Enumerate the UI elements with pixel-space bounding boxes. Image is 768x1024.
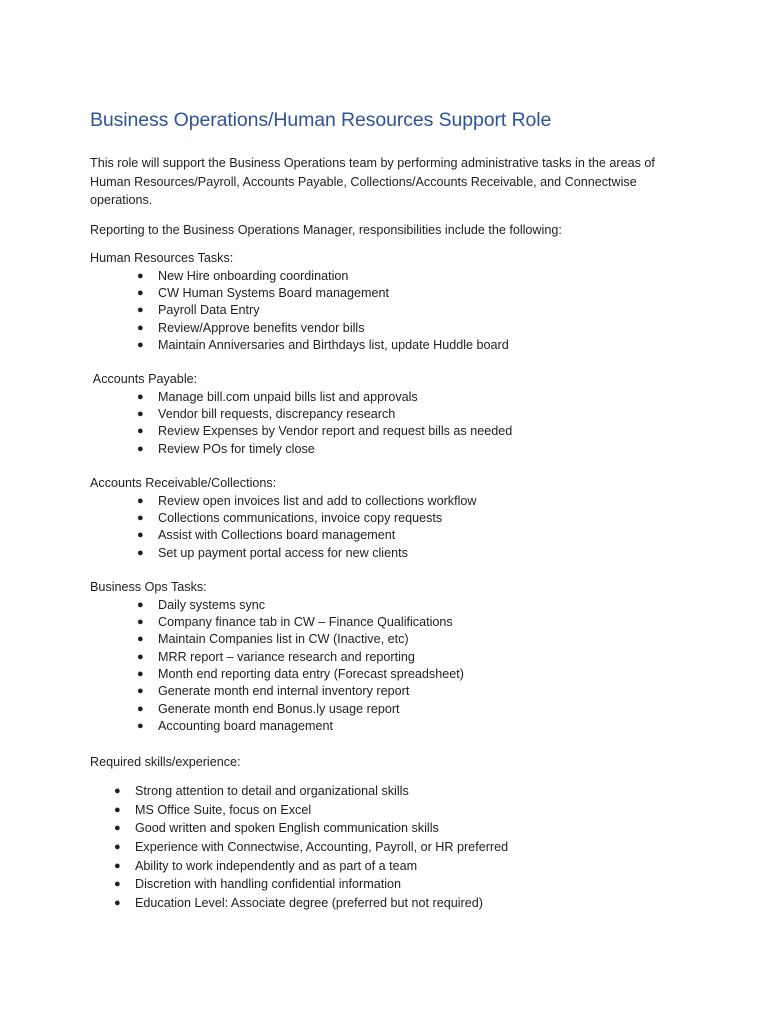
bullet-icon: ●: [137, 339, 144, 352]
skills-list: [90, 782, 508, 913]
list-item: [90, 614, 690, 631]
list-item: [90, 302, 690, 319]
bullet-icon: ●: [137, 425, 144, 438]
bullet-icon: ●: [137, 304, 144, 317]
bullet-icon: ●: [137, 390, 144, 403]
list-item: [90, 631, 690, 648]
bullet-icon: ●: [137, 286, 144, 299]
list-item-text: Ability to work independently and as part of a team: [135, 858, 418, 873]
list-item: [90, 597, 690, 614]
list-item: [90, 337, 690, 354]
bullet-icon: ●: [114, 803, 121, 816]
section-hr-tasks: [90, 250, 690, 354]
list-item-text: Generate month end internal inventory report: [158, 684, 410, 699]
section-heading: Accounts Receivable/Collections:: [90, 476, 277, 490]
list-item: [90, 545, 690, 562]
bullet-icon: ●: [137, 407, 144, 420]
list-item-text: Review POs for timely close: [158, 441, 315, 456]
bullet-icon: ●: [114, 897, 121, 910]
bullet-icon: ●: [137, 442, 144, 455]
list-item-text: CW Human Systems Board management: [158, 285, 389, 300]
list-item: [90, 782, 508, 801]
bullet-icon: ●: [137, 598, 144, 611]
bullet-icon: ●: [137, 702, 144, 715]
reporting-paragraph: Reporting to the Business Operations Manager, responsibilities include the following:: [90, 223, 562, 237]
list-item-text: Month end reporting data entry (Forecast spreadsheet): [158, 667, 464, 682]
list-item: [90, 441, 690, 458]
bullet-icon: ●: [137, 529, 144, 542]
bullet-list: [90, 389, 690, 459]
list-item-text: Strong attention to detail and organizational skills: [135, 784, 409, 798]
list-item-text: MS Office Suite, focus on Excel: [135, 802, 312, 817]
bullet-icon: ●: [137, 668, 144, 681]
list-item-text: Generate month end Bonus.ly usage report: [158, 701, 400, 716]
section-business-ops: [90, 579, 690, 736]
bullet-icon: ●: [137, 650, 144, 663]
list-item-text: Accounting board management: [158, 719, 334, 734]
list-item: [90, 510, 690, 527]
bullet-icon: ●: [114, 841, 121, 854]
list-item: [90, 493, 690, 510]
section-heading: Human Resources Tasks:: [90, 251, 234, 265]
section-heading: Business Ops Tasks:: [90, 580, 207, 594]
bullet-icon: ●: [137, 720, 144, 733]
list-item: [90, 718, 690, 735]
list-item: [90, 320, 690, 337]
list-item: [90, 701, 690, 718]
bullet-icon: ●: [137, 615, 144, 628]
bullet-icon: ●: [137, 269, 144, 282]
bullet-icon: ●: [137, 494, 144, 507]
list-item-text: Discretion with handling confidential information: [135, 877, 402, 892]
bullet-icon: ●: [137, 511, 144, 524]
bullet-icon: ●: [137, 633, 144, 646]
list-item: [90, 285, 690, 302]
list-item-text: Vendor bill requests, discrepancy research: [158, 406, 396, 421]
bullet-icon: ●: [114, 822, 121, 835]
list-item: [90, 875, 508, 894]
bullet-icon: ●: [137, 685, 144, 698]
list-item: [90, 649, 690, 666]
list-item-text: Review Expenses by Vendor report and request bills as needed: [158, 424, 513, 439]
list-item: [90, 894, 508, 913]
list-item-text: Company finance tab in CW – Finance Qualifications: [158, 614, 453, 629]
list-item: [90, 666, 690, 683]
list-item-text: Daily systems sync: [158, 597, 266, 612]
bullet-list: [90, 597, 690, 736]
list-item: [90, 857, 508, 876]
list-item-text: Experience with Connectwise, Accounting, Payroll, or HR preferred: [135, 840, 509, 855]
bullet-list: [90, 493, 690, 563]
list-item: [90, 527, 690, 544]
list-item: [90, 423, 690, 440]
list-item: [90, 819, 508, 838]
list-item: [90, 406, 690, 423]
skills-heading: Required skills/experience:: [90, 755, 241, 769]
bullet-icon: ●: [114, 859, 121, 872]
list-item-text: Education Level: Associate degree (preferred but not required): [135, 896, 483, 911]
list-item-text: Review/Approve benefits vendor bills: [158, 320, 365, 335]
list-item-text: MRR report – variance research and reporting: [158, 649, 415, 664]
bullet-icon: ●: [114, 878, 121, 891]
list-item-text: Payroll Data Entry: [158, 303, 260, 318]
intro-paragraph: This role will support the Business Operations team by performing administrative tasks in the areas of Human Resources/Payroll, Accounts Payable, Collections/Accounts Receivable, and Connectwise operations.: [90, 156, 655, 207]
list-item: [90, 801, 508, 820]
list-item: [90, 838, 508, 857]
section-accounts-payable: [90, 371, 690, 458]
list-item: [90, 683, 690, 700]
section-accounts-receivable: [90, 475, 690, 562]
bullet-icon: ●: [114, 785, 121, 797]
bullet-icon: ●: [137, 321, 144, 334]
list-item-text: Maintain Companies list in CW (Inactive, etc): [158, 632, 409, 647]
list-item-text: Review open invoices list and add to collections workflow: [158, 493, 477, 508]
list-item-text: New Hire onboarding coordination: [158, 268, 349, 283]
list-item-text: Assist with Collections board management: [158, 528, 396, 543]
list-item: [90, 268, 690, 285]
list-item-text: Manage bill.com unpaid bills list and approvals: [158, 389, 418, 404]
section-heading: Accounts Payable:: [90, 372, 198, 386]
list-item-text: Set up payment portal access for new clients: [158, 545, 408, 560]
bullet-list: [90, 268, 690, 355]
list-item: [90, 389, 690, 406]
list-item-text: Good written and spoken English communication skills: [135, 821, 439, 836]
bullet-icon: ●: [137, 546, 144, 559]
list-item-text: Maintain Anniversaries and Birthdays list, update Huddle board: [158, 338, 509, 353]
document-title: Business Operations/Human Resources Support Role: [90, 109, 552, 131]
list-item-text: Collections communications, invoice copy requests: [158, 510, 443, 525]
